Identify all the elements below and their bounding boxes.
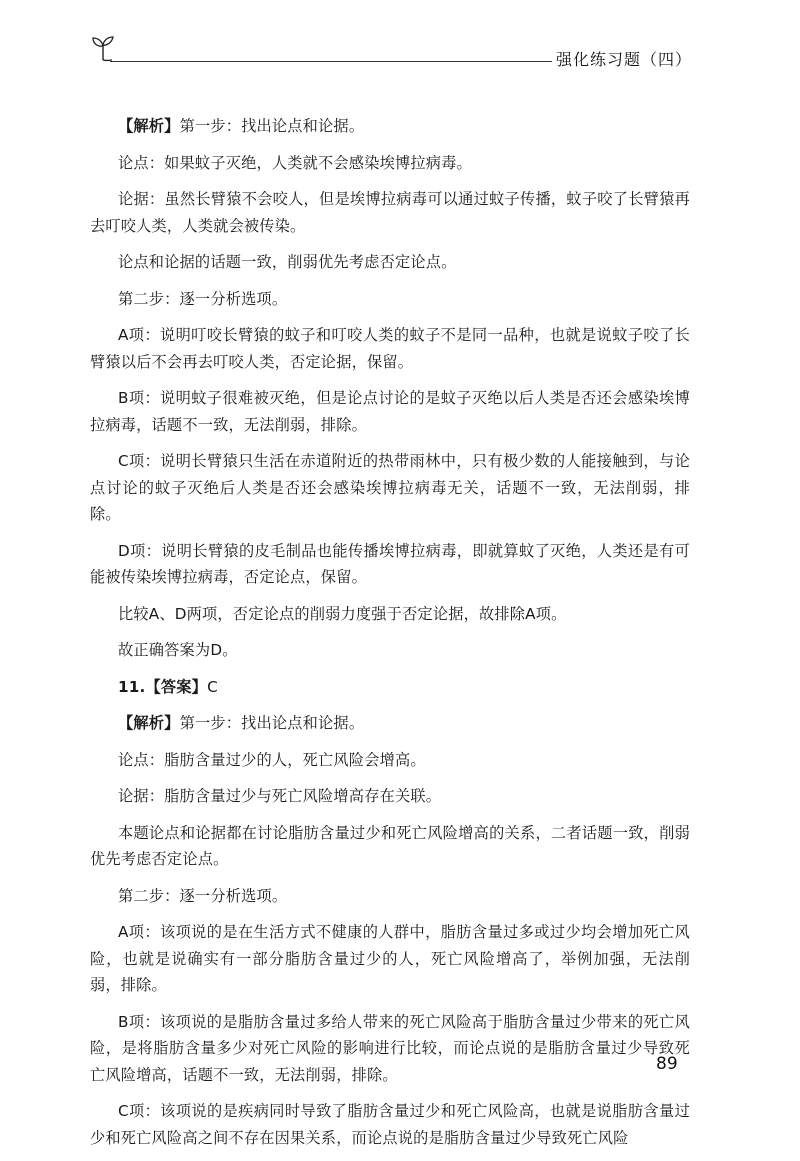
paragraph-tag: 11.【答案】 (118, 677, 208, 696)
paragraph-text: C (207, 677, 218, 696)
paragraph-tag: 【解析】 (118, 714, 180, 732)
paragraph (90, 883, 690, 910)
paragraph (90, 286, 690, 313)
paragraph (90, 674, 690, 701)
paragraph (90, 322, 690, 375)
paragraph (90, 249, 690, 276)
paragraph (90, 820, 690, 873)
paragraph-tag: 【解析】 (118, 117, 180, 135)
paragraph (90, 385, 690, 438)
paragraph-text: 论据：脂肪含量过少与死亡风险增高存在关联。 (118, 787, 442, 805)
section-title: 强化练习题（四） (556, 50, 693, 69)
paragraph (90, 601, 690, 628)
page-header (0, 0, 800, 80)
paragraph-text: 第一步：找出论点和论据。 (179, 714, 365, 732)
paragraph (90, 919, 690, 999)
paragraph-text: C项：该项说的是疾病同时导致了脂肪含量过少和死亡风险高，也就是说脂肪含量过少和死亡风险高之间不存在因果关系，而论点说的是脂肪含量过少导致死亡风险 (90, 1102, 690, 1147)
paragraph (90, 538, 690, 591)
paragraph-text: 第二步：逐一分析选项。 (118, 289, 288, 308)
paragraph (90, 783, 690, 810)
sprout-icon (88, 32, 118, 62)
paragraph (90, 710, 690, 737)
paragraph (90, 747, 690, 774)
paragraph-text: 论点：如果蚊子灭绝，人类就不会感染埃博拉病毒。 (118, 153, 472, 172)
paragraph (90, 637, 690, 664)
paragraph (90, 1098, 690, 1151)
paragraph-text: 论点和论据的话题一致，削弱优先考虑否定论点。 (118, 253, 457, 271)
paragraph-text: 第二步：逐一分析选项。 (118, 886, 288, 905)
paragraph (90, 186, 690, 239)
paragraph-text: 第一步：找出论点和论据。 (179, 117, 365, 135)
paragraph-text: D项：说明长臂猿的皮毛制品也能传播埃博拉病毒，即就算蚊了灭绝，人类还是有可能被传染埃博拉病毒，否定论点，保留。 (90, 541, 690, 586)
paragraph (90, 1009, 690, 1089)
document-body (90, 113, 690, 1161)
paragraph-text: B项：该项说的是脂肪含量过多给人带来的死亡风险高于脂肪含量过少带来的死亡风险，是将脂肪含量多少对死亡风险的影响进行比较，而论点说的是脂肪含量过少导致死亡风险增高，话题不一致，无法削弱，排除。 (90, 1012, 690, 1084)
paragraph-text: 故正确答案为D。 (118, 641, 238, 659)
paragraph-text: 本题论点和论据都在讨论脂肪含量过少和死亡风险增高的关系，二者话题一致，削弱优先考虑否定论点。 (90, 823, 690, 868)
paragraph-text: 比较A、D两项，否定论点的削弱力度强于否定论据，故排除A项。 (118, 604, 567, 623)
paragraph-text: 论据：虽然长臂猿不会咬人，但是埃博拉病毒可以通过蚊子传播，蚊子咬了长臂猿再去叮咬人类，人类就会被传染。 (90, 190, 690, 235)
paragraph (90, 448, 690, 528)
paragraph (90, 150, 690, 177)
header-rule (110, 61, 552, 62)
page-number: 89 (656, 1054, 678, 1074)
paragraph (90, 113, 690, 140)
paragraph-text: 论点：脂肪含量过少的人，死亡风险会增高。 (118, 750, 426, 769)
paragraph-text: C项：说明长臂猿只生活在赤道附近的热带雨林中，只有极少数的人能接触到，与论点讨论的蚊子灭绝后人类是否还会感染埃博拉病毒无关，话题不一致，无法削弱，排除。 (90, 452, 690, 523)
paragraph-text: A项：该项说的是在生活方式不健康的人群中，脂肪含量过多或过少均会增加死亡风险，也就是说确实有一部分脂肪含量过少的人，死亡风险增高了，举例加强，无法削弱，排除。 (90, 923, 690, 994)
paragraph-text: B项：说明蚊子很难被灭绝，但是论点讨论的是蚊子灭绝以后人类是否还会感染埃博拉病毒，话题不一致，无法削弱，排除。 (90, 389, 690, 434)
paragraph-text: A项：说明叮咬长臂猿的蚊子和叮咬人类的蚊子不是同一品种，也就是说蚊子咬了长臂猿以后不会再去叮咬人类，否定论据，保留。 (90, 326, 690, 371)
